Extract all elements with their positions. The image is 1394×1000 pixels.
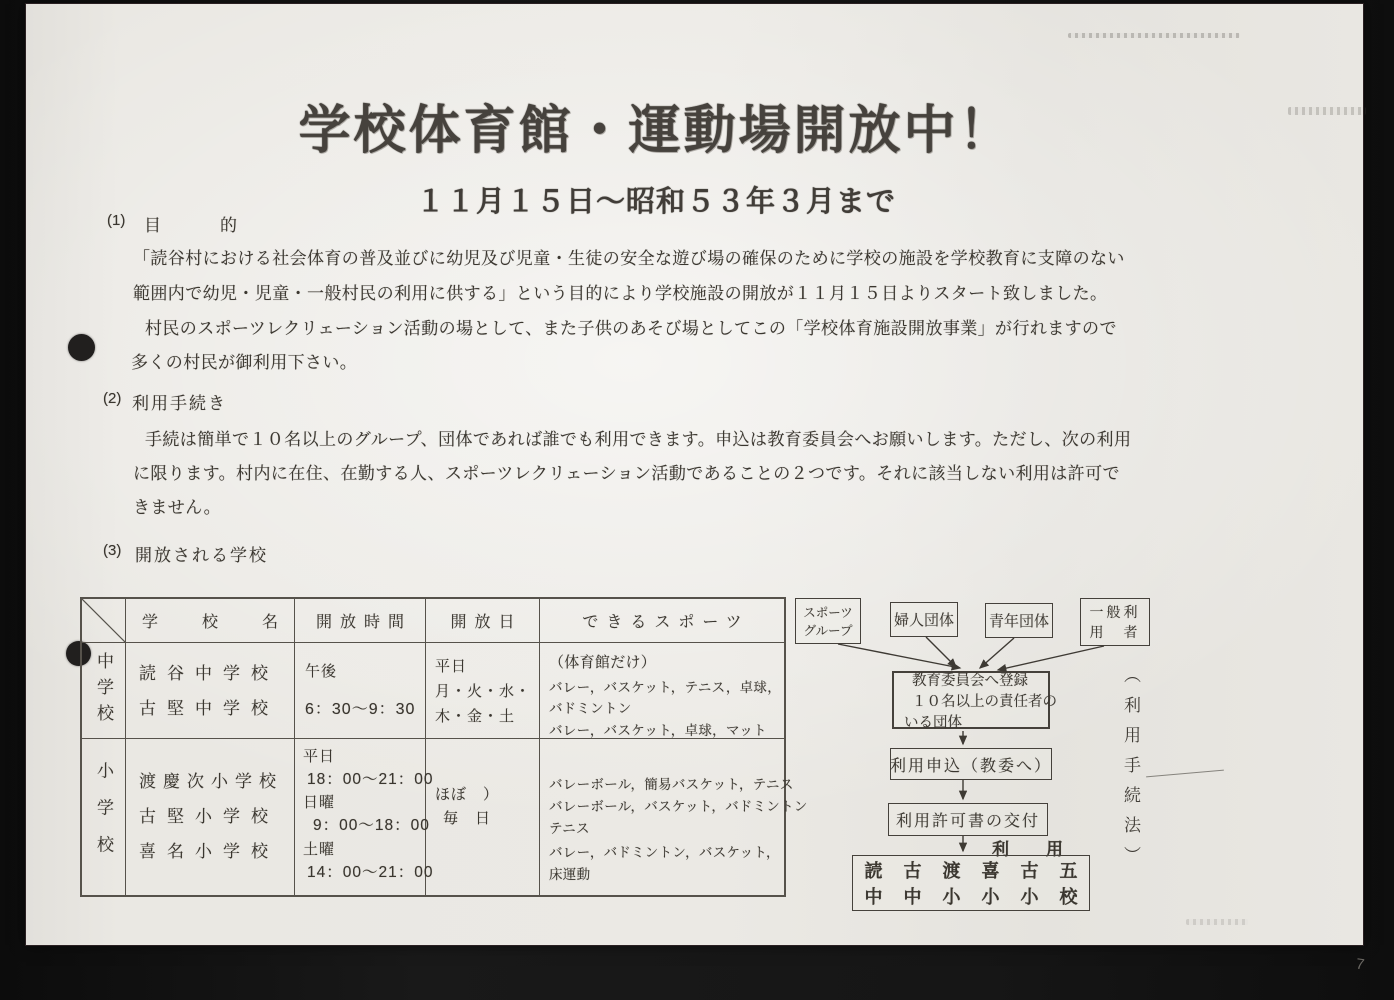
page-subtitle: １１月１５日～昭和５３年３月まで [415,186,896,218]
flow-source-general-users [1080,598,1150,646]
title-block [266,88,1046,220]
flow-source-womens-label: 婦人団体 [893,612,954,629]
flow-apply-label: 利用申込（教委へ） [890,757,1053,775]
row2-time-3: 日曜 [303,794,336,811]
flow-source-sports-group [795,598,861,644]
flow-step-permit [888,803,1048,836]
row1-sports-4: バレー，バスケット，卓球，マット [549,723,767,738]
row1-day-3: 木・金・土 [435,708,516,725]
row2-time-4: 9：00～18：00 [313,817,430,834]
row2-category-cell [82,739,126,895]
row2-time-2: 18：00～21：00 [307,771,434,788]
row1-category-cell [82,643,126,739]
section-3-number: (3) [103,542,122,559]
row1-time-cell [295,643,426,739]
flow-step-apply [890,748,1052,780]
row2-time-1: 平日 [303,748,336,765]
col-header-school: 学 校 名 [126,599,295,643]
section-1-heading: 目 的 [144,216,239,235]
section-1-line-2: 範囲内で幼児・児童・一般村民の利用に供する」という目的により学校施設の開放が１１月１５日よりスタート致しました。 [133,284,1108,303]
section-1-number: (1) [107,212,126,229]
row2-sports-cell [540,739,808,895]
row1-sports-2: バレー，バスケット，テニス，卓球， [549,680,782,695]
flow-source-general-line1: 一般利 [1089,604,1141,620]
row2-category: 小学校 [94,761,113,873]
row1-school-1: 読谷中学校 [139,664,279,683]
flow-source-womens-group [890,602,958,637]
row2-time-cell [295,739,434,895]
row2-sports-2: バレーボール，バスケット，バドミントン [549,799,808,814]
col-header-day: 開放日 [426,599,540,643]
flow-source-youth-group [985,603,1053,638]
flow-register-line1: 教育委員会へ登録 [912,672,1028,689]
scan-smudge-top [1068,33,1240,38]
scan-smudge-bottom [1186,919,1248,925]
row1-day-cell [426,643,540,739]
section-2-line-1: 手続は簡単で１０名以上のグループ、団体であれば誰でも利用できます。申込は教育委員会へお願いします。ただし、次の利用 [145,430,1132,449]
row1-time-2: 6：30～9：30 [305,701,416,718]
col-header-time: 開放時間 [295,599,426,643]
pen-mark-line [1146,770,1224,778]
row2-sports-1: バレーボール，簡易バスケット，テニス [549,777,794,792]
row2-day-cell [426,739,540,895]
page-title: 学校体育館・運動場開放中！ [298,102,1014,160]
section-1-line-4: 多くの村民が御利用下さい。 [131,353,358,372]
row1-school-2: 古堅中学校 [139,699,279,718]
row2-school-2: 古堅小学校 [139,807,279,826]
row1-sports-3: バドミントン [549,701,632,716]
row2-school-1: 渡慶次小学校 [139,772,283,791]
row1-day-1: 平日 [435,658,468,675]
row2-time-5: 土曜 [303,841,336,858]
flow-side-note: （利用手続法） [1121,666,1140,876]
row2-school-cell [126,739,295,895]
flow-result-row2: 中中小小小校 [864,887,1099,907]
document-page [26,4,1366,974]
flow-result-row1: 読古渡喜古五 [864,861,1099,881]
row2-school-3: 喜名小学校 [139,842,279,861]
flow-permit-label: 利用許可書の交付 [895,813,1040,830]
section-2-line-2: に限ります。村内に在住、在勤する人、スポーツレクリェーション活動であることの２つです。それに該当しない利用は許可で [133,464,1120,483]
section-2-heading: 利用手続き [132,394,227,413]
flow-step-register [892,671,1057,731]
row1-sports-1: （体育館だけ） [549,654,657,671]
flow-source-youth-label: 青年団体 [988,613,1049,630]
section-3-heading: 開放される学校 [135,546,268,565]
scan-smudge-right [1288,107,1366,115]
table-corner-cell [82,599,126,643]
row2-sports-3: テニス [549,821,590,836]
open-schools-table [80,597,808,897]
section-2-number: (2) [103,390,122,407]
section-1-line-1: 「読谷村における社会体育の普及並びに幼児及び児童・生徒の安全な遊び場の確保のために学校の施設を学校教育に支障のない [133,249,1125,268]
row2-sports-5: 床運動 [549,867,591,882]
row1-school-cell [126,643,295,739]
row2-time-6: 14：00～21：00 [307,864,434,881]
flow-result-schools [852,855,1099,911]
flow-source-sports-line2: グループ [803,624,853,638]
page-number: 7 [1354,955,1366,974]
row2-day-2: 毎 日 [443,810,492,827]
col-header-sports: できるスポーツ [540,599,784,643]
flow-register-line2: １０名以上の責任者の [912,693,1057,710]
flow-source-sports-line1: スポーツ [803,606,853,620]
diagonal-line [82,599,126,643]
section-1-line-3: 村民のスポーツレクリェーション活動の場として、また子供のあそび場としてこの「学校体育施設開放事業」が行れますので [145,319,1117,338]
hole-punch-top [68,334,95,361]
section-2-line-3: きません。 [133,498,222,517]
flow-source-general-line2: 用 者 [1089,624,1141,640]
row1-category: 中学校 [94,651,113,730]
row2-sports-4: バレー，バドミントン，バスケット， [549,845,780,860]
row1-day-2: 月・火・水・ [435,683,532,700]
row2-day-1: ほぼ ） [435,786,500,803]
row1-sports-cell [540,643,784,739]
flow-register-line3: いる団体 [904,714,962,731]
row1-time-1: 午後 [305,663,338,680]
flow-use-label: 利 用 [992,840,1073,859]
